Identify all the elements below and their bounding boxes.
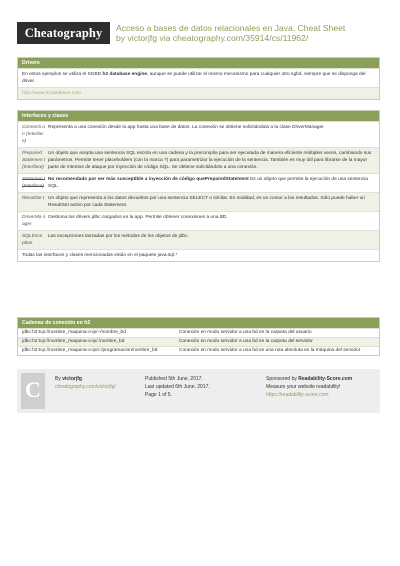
sheet-url-link[interactable]: cheatography.com/35914/cs/11962/: [172, 33, 309, 43]
drivers-section: [17, 57, 380, 100]
interfaces-section: [17, 110, 380, 262]
h2-database-link[interactable]: http://www.h2database.com: [22, 91, 81, 96]
avatar-letter: C: [25, 377, 41, 402]
desc-cell: Un objeto que representa a los datos devueltos por una sentencia SELECT o similar. En realidad, es un cursor a los resultados. Sólo puede haber un ResultSet activo por cada Statement.: [48, 196, 365, 208]
table-row: [18, 147, 379, 173]
term-cell: DriverMa nager: [22, 215, 46, 227]
publish-info: [145, 375, 210, 399]
page-header: [0, 0, 400, 52]
title-block: [116, 23, 396, 44]
connection-desc: Conexión en modo servidor a una bd en una ruta absoluta en la máquina del servidor: [179, 348, 361, 353]
drivers-text: [18, 68, 379, 87]
sponsor-name[interactable]: Readability-Score.com: [298, 376, 353, 382]
desc-cell: Un objeto que acepta una sentencia SQL escrita en una cadena y la precompila para ser ejecutada de manera eficiente múltiples veces, cambiando sus parámetros. Permite tener placeholders (con la marca ?) para parametrizar la ejecución de la sentencia. También es muy útil para librarse de la mayor parte de intentos de ataque por inyección de código SQL. Se obtiene solicitándolo a una conexión.: [48, 151, 372, 170]
connection-url: jdbc:h2:tcp://nombre_maquina-o-ip/./nombre_bd: [22, 339, 125, 344]
byline: [116, 33, 396, 44]
table-row: [18, 230, 379, 249]
page-number: Page 1 of 5.: [145, 392, 172, 398]
interfaces-note: Todas las interfaces y clases mencionadas están en el paquete java.sql.*: [18, 249, 379, 261]
sponsor-info: [266, 375, 352, 399]
desc-cell: [46, 174, 379, 192]
page-title: Acceso a bases de datos relacionales en Java. Cheat Sheet: [116, 23, 346, 33]
drivers-link-row: [18, 87, 379, 99]
connection-desc: Conexión en modo servidor a una bd en la carpeta del usuario: [179, 330, 312, 335]
sponsor-url[interactable]: https://readability-score.com: [266, 392, 329, 398]
byline-via: via: [159, 33, 171, 43]
table-row: [18, 173, 379, 192]
interfaces-heading: Interfaces y clases: [18, 111, 379, 121]
drivers-text-pre: En estos ejemplos se utiliza el SGBD: [22, 72, 103, 77]
desc-warning: No recomendado por ser más susceptible a inyección de código quePreparedStatement: [48, 177, 249, 182]
author-link[interactable]: victorjfg: [127, 33, 158, 43]
table-row: [18, 328, 379, 337]
published-date: Published 5th June, 2017.: [145, 376, 203, 382]
table-row: [18, 337, 379, 346]
table-row: [18, 192, 379, 211]
sponsor-line: [266, 375, 352, 383]
desc-text: Es un objeto que permite la ejecución de una sentencia SQL.: [48, 177, 368, 189]
byline-by: by: [116, 33, 126, 43]
term-cell: ResultSe t: [22, 196, 45, 201]
term-cell: Statemen t (Interface): [22, 177, 46, 189]
table-row: [18, 121, 379, 147]
connections-heading: Cadenas de conexión en h2: [18, 318, 379, 328]
term-cell: SQLExce ption: [22, 234, 43, 246]
term-cell: Prepared Statemen t (Interface): [22, 151, 46, 170]
drivers-text-bold: h2 database engine: [102, 72, 148, 77]
footer-by-label: By: [55, 376, 63, 382]
desc-cell: Gestiona los drivers jdbc cargados en la app. Permite obtener conexiones a una BD.: [48, 215, 228, 220]
desc-cell: Las excepciones lanzadas por los métodos de los objetos de jdbc.: [48, 234, 189, 239]
footer-author[interactable]: victorjfg: [62, 376, 82, 382]
connection-url: jdbc:h2:tcp://nombre_maquina-o-ip/c:/programacion/nombre_bd: [22, 348, 158, 353]
drivers-text-post: , aunque se puede utilizar el mismo mecanismo para cualquier otro sgbd, siempre que se disponga del driver.: [22, 72, 366, 84]
connections-section: [17, 317, 380, 356]
page-footer: [17, 369, 380, 413]
table-row: [18, 346, 379, 355]
table-row: [18, 211, 379, 230]
author-info: [55, 375, 116, 391]
connection-url: jdbc:h2:tcp://nombre_maquina-o-ip/~/nombre_bd: [22, 330, 126, 335]
avatar: [21, 373, 45, 409]
desc-cell: Representa a una conexión desde la app hasta una base de datos. La conexión se obtiene solicitándola a la clase DriverManager: [48, 125, 324, 130]
sponsor-tagline: Measure your website readability!: [266, 384, 341, 390]
cheatography-logo[interactable]: Cheatography: [17, 22, 110, 44]
footer-author-url[interactable]: cheatography.com/victorjfg/: [55, 384, 116, 390]
sponsor-pre: Sponsored by: [266, 376, 299, 382]
drivers-heading: Drivers: [18, 58, 379, 68]
connection-desc: Conexión en modo servidor a una bd en la carpeta del servidor: [179, 339, 313, 344]
footer-by-line: [55, 375, 116, 383]
updated-date: Last updated 6th June, 2017.: [145, 384, 210, 390]
term-cell: Connecti on (Interface): [22, 125, 45, 144]
